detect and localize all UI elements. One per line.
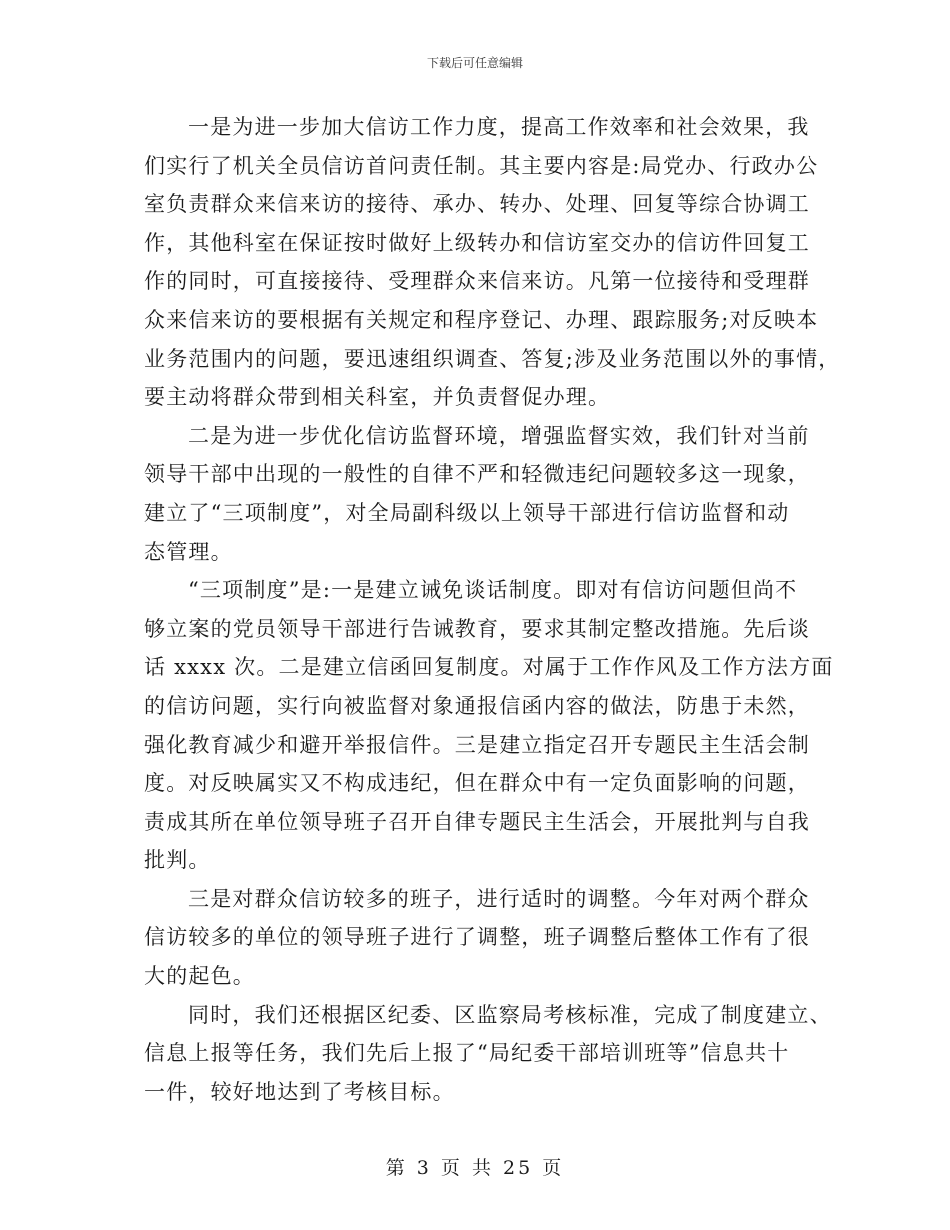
text-line: 二是为进一步优化信访监督环境，增强监督实效，我们针对当前: [188, 423, 810, 448]
text-line: 话 xxxx 次。二是建立信函回复制度。对属于工作作风及工作方法方面: [144, 655, 834, 680]
text-line: 信息上报等任务，我们先后上报了“局纪委干部培训班等”信息共十: [144, 1041, 790, 1066]
paragraph-2: [144, 417, 809, 571]
text-line: 批判。: [144, 848, 211, 873]
paragraph-1: [144, 108, 841, 417]
paragraph-5: [144, 996, 832, 1112]
paragraph-4: [144, 880, 809, 996]
text-line: 建立了“三项制度”，对全局副科级以上领导干部进行信访监督和动: [144, 500, 790, 525]
text-line: 三是对群众信访较多的班子，进行适时的调整。今年对两个群众: [188, 886, 810, 911]
document-body: [144, 108, 841, 1111]
page-number: 第 3 页 共 25 页: [385, 1157, 565, 1179]
text-line: 责成其所在单位领导班子召开自律专题民主生活会，开展批判与自我: [144, 809, 810, 834]
text-line: 作，其他科室在保证按时做好上级转办和信访室交办的信访件回复工: [144, 230, 810, 255]
text-line: 强化教育减少和避开举报信件。三是建立指定召开专题民主生活会制: [144, 732, 810, 757]
text-line: 领导干部中出现的一般性的自律不严和轻微违纪问题较多这一现象，: [144, 462, 810, 487]
text-line: 一是为进一步加大信访工作力度，提高工作效率和社会效果，我: [188, 115, 810, 139]
text-line: 业务范围内的问题，要迅速组织调查、答复;涉及业务范围以外的事情，: [144, 346, 841, 371]
paragraph-3: [144, 571, 834, 880]
text-line: 的信访问题，实行向被监督对象通报信函内容的做法，防患于未然，: [144, 693, 810, 718]
text-line: 大的起色。: [144, 964, 255, 989]
text-line: 们实行了机关全员信访首问责任制。其主要内容是:局党办、行政办公: [144, 153, 819, 178]
text-line: 一件，较好地达到了考核目标。: [144, 1079, 455, 1104]
text-line: 信访较多的单位的领导班子进行了调整，班子调整后整体工作有了很: [144, 925, 810, 950]
text-line: “三项制度”是:一是建立诫免谈话制度。即对有信访问题但尚不: [188, 578, 798, 603]
text-line: 度。对反映属实又不构成违纪，但在群众中有一定负面影响的问题，: [144, 771, 810, 796]
text-line: 同时，我们还根据区纪委、区监察局考核标准，完成了制度建立、: [188, 1002, 832, 1027]
page-header: 下载后可任意编辑: [426, 56, 523, 70]
text-line: 室负责群众来信来访的接待、承办、转办、处理、回复等综合协调工: [144, 192, 810, 217]
text-line: 够立案的党员领导干部进行告诫教育，要求其制定整改措施。先后谈: [144, 616, 810, 641]
text-line: 态管理。: [144, 539, 233, 564]
text-line: 作的同时，可直接接待、受理群众来信来访。凡第一位接待和受理群: [144, 269, 810, 294]
text-line: 众来信来访的要根据有关规定和程序登记、办理、跟踪服务;对反映本: [144, 307, 819, 332]
text-line: 要主动将群众带到相关科室，并负责督促办理。: [144, 385, 611, 410]
